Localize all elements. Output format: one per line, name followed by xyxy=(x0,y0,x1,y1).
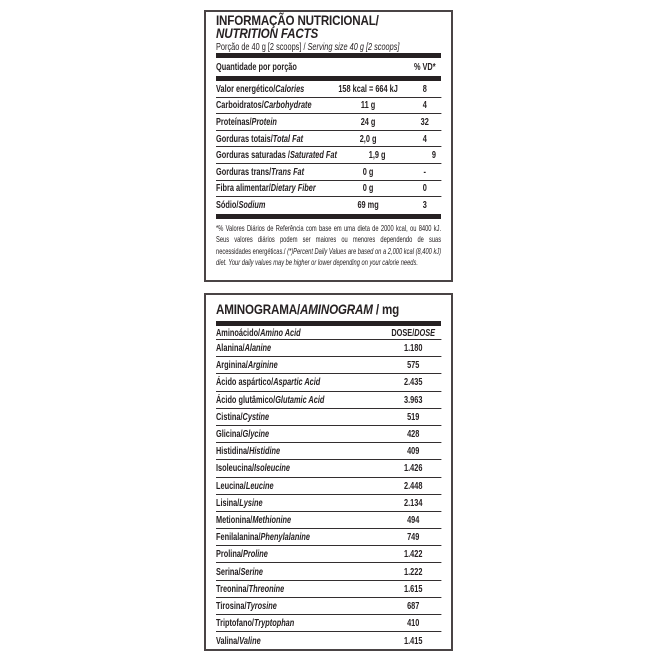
amino-acid-name: Prolina/Proline xyxy=(216,548,268,561)
amino-acid-name: Alanina/Alanine xyxy=(216,342,272,355)
nutrient-daily-value: - xyxy=(423,165,426,178)
amino-acid-dose: 1.426 xyxy=(404,462,423,475)
amino-acid-row xyxy=(216,409,441,426)
amino-acid-row xyxy=(216,392,441,409)
nutrient-amount: 0 g xyxy=(362,182,374,195)
dose-header: DOSE/DOSE xyxy=(391,326,436,339)
aminogram-table xyxy=(216,340,441,649)
nutrient-amount: 69 mg xyxy=(357,199,379,212)
nutrition-title xyxy=(216,14,442,40)
aminogram-header-row xyxy=(216,326,441,340)
nutrient-name: Gorduras saturadas /Saturated Fat xyxy=(216,149,337,162)
nutrient-amount: 24 g xyxy=(360,115,376,128)
amino-acid-row xyxy=(216,340,441,357)
amino-acid-name: Serina/Serine xyxy=(216,565,263,578)
amino-acid-row xyxy=(216,632,441,649)
amino-acid-dose: 410 xyxy=(407,617,420,630)
amino-acid-row xyxy=(216,443,441,460)
amino-acid-dose: 687 xyxy=(407,599,420,612)
amino-acid-dose: 2.448 xyxy=(404,479,423,492)
aminogram-title-unit: / mg xyxy=(372,301,400,317)
nutrition-facts-panel xyxy=(204,10,453,282)
amino-acid-row xyxy=(216,512,441,529)
aminogram-title-en: AMINOGRAM xyxy=(300,301,373,317)
nutrient-amount: 1,9 g xyxy=(368,149,386,162)
amino-acid-dose: 2.134 xyxy=(404,496,423,509)
amino-acid-dose: 1.422 xyxy=(404,548,423,561)
nutrient-daily-value: 4 xyxy=(422,132,427,145)
nutrient-name: Fibra alimentar/Dietary Fiber xyxy=(216,182,316,195)
amino-acid-row xyxy=(216,615,441,632)
amino-acid-dose: 1.415 xyxy=(404,634,423,647)
amino-acid-dose: 3.963 xyxy=(404,393,423,406)
amino-acid-dose: 409 xyxy=(407,445,420,458)
nutrient-daily-value: 32 xyxy=(420,115,429,128)
amino-acid-dose: 428 xyxy=(407,428,420,441)
nutrient-amount: 2,0 g xyxy=(359,132,377,145)
footnote-pt: *% Valores Diários de Referência com base em uma dieta de 2000 kcal, ou 8400 kJ. Seus valores diários podem ser maiores ou menores dependendo de suas necessidades energéticas./ xyxy=(216,222,442,256)
amino-acid-name: Glicina/Glycine xyxy=(216,428,270,441)
nutrient-name: Carboidratos/Carbohydrate xyxy=(216,99,312,112)
nutrition-table xyxy=(216,81,441,214)
amino-acid-dose: 494 xyxy=(407,513,420,526)
nutrient-amount: 0 g xyxy=(362,165,374,178)
nutrition-title-en: NUTRITION FACTS xyxy=(216,25,319,41)
amino-acid-name: Histidina/Histidine xyxy=(216,445,281,458)
serving-size-pt: Porção de 40 g [2 scoops] / xyxy=(216,41,308,53)
nutrient-row xyxy=(216,164,441,181)
nutrient-daily-value: 0 xyxy=(422,182,427,195)
nutrient-row xyxy=(216,181,441,198)
nutrition-header-row xyxy=(216,58,441,76)
nutrient-name: Gorduras totais/Total Fat xyxy=(216,132,304,145)
amino-acid-name: Cistina/Cystine xyxy=(216,410,270,423)
aminogram-title xyxy=(216,302,442,316)
nutrient-name: Valor energético/Calories xyxy=(216,82,305,95)
amino-acid-dose: 749 xyxy=(407,531,420,544)
amino-acid-row xyxy=(216,529,441,546)
divider-bar xyxy=(216,214,441,219)
amino-acid-dose: 2.435 xyxy=(404,376,423,389)
amino-acid-name: Arginina/Arginine xyxy=(216,359,278,372)
nutrient-name: Gorduras trans/Trans Fat xyxy=(216,165,305,178)
nutrition-title-pt: INFORMAÇÃO NUTRICIONAL/ xyxy=(216,12,379,28)
serving-size-line xyxy=(216,42,441,53)
aminogram-title-pt: AMINOGRAMA/ xyxy=(216,301,301,317)
amino-acid-name: Valina/Valine xyxy=(216,634,261,647)
amino-acid-row xyxy=(216,581,441,598)
nutrient-amount: 11 g xyxy=(360,99,376,112)
amino-acid-dose: 575 xyxy=(407,359,420,372)
nutrient-daily-value: 9 xyxy=(431,149,436,162)
nutrient-row xyxy=(216,81,441,98)
quantity-per-serving-header: Quantidade por porção xyxy=(216,61,297,73)
serving-size-en: Serving size 40 g [2 scoops] xyxy=(307,41,400,53)
amino-acid-row xyxy=(216,495,441,512)
amino-acid-dose: 1.222 xyxy=(404,565,423,578)
amino-acid-dose: 519 xyxy=(407,410,420,423)
amino-acid-name: Ácido glutâmico/Glutamic Acid xyxy=(216,393,325,406)
amino-acid-name: Triptofano/Tryptophan xyxy=(216,617,295,630)
nutrient-row xyxy=(216,147,441,164)
amino-acid-header: Aminoácido/Amino Acid xyxy=(216,326,301,339)
amino-acid-dose: 1.180 xyxy=(404,342,423,355)
amino-acid-name: Ácido aspártico/Aspartic Acid xyxy=(216,376,321,389)
nutrient-daily-value: 4 xyxy=(422,99,427,112)
footnote-en: (*)Percent Daily Values are based on a 2,000 kcal (8,400 kJ) diet. Your daily values may be higher or lower depending on your calorie needs. xyxy=(216,245,442,267)
amino-acid-row xyxy=(216,478,441,495)
amino-acid-row xyxy=(216,460,441,477)
nutrient-daily-value: 3 xyxy=(422,199,427,212)
nutrient-row xyxy=(216,197,441,214)
amino-acid-row xyxy=(216,426,441,443)
nutrient-name: Proteínas/Protein xyxy=(216,115,277,128)
amino-acid-row xyxy=(216,546,441,563)
amino-acid-name: Fenilalanina/Phenylalanine xyxy=(216,531,310,544)
amino-acid-name: Isoleucina/Isoleucine xyxy=(216,462,290,475)
nutrient-row xyxy=(216,114,441,131)
amino-acid-name: Tirosina/Tyrosine xyxy=(216,599,277,612)
amino-acid-row xyxy=(216,563,441,580)
nutrient-amount: 158 kcal = 664 kJ xyxy=(338,82,398,95)
amino-acid-name: Treonina/Threonine xyxy=(216,582,285,595)
aminogram-panel xyxy=(204,293,453,651)
nutrient-name: Sódio/Sodium xyxy=(216,199,266,212)
nutrient-row xyxy=(216,98,441,115)
daily-value-footnote xyxy=(216,223,441,269)
nutrient-row xyxy=(216,131,441,148)
daily-value-header: % VD* xyxy=(413,61,436,73)
amino-acid-row xyxy=(216,357,441,374)
amino-acid-row xyxy=(216,374,441,391)
amino-acid-name: Leucina/Leucine xyxy=(216,479,274,492)
amino-acid-row xyxy=(216,598,441,615)
nutrient-daily-value: 8 xyxy=(422,82,427,95)
amino-acid-name: Lisina/Lysine xyxy=(216,496,263,509)
amino-acid-dose: 1.615 xyxy=(404,582,423,595)
amino-acid-name: Metionina/Methionine xyxy=(216,513,292,526)
